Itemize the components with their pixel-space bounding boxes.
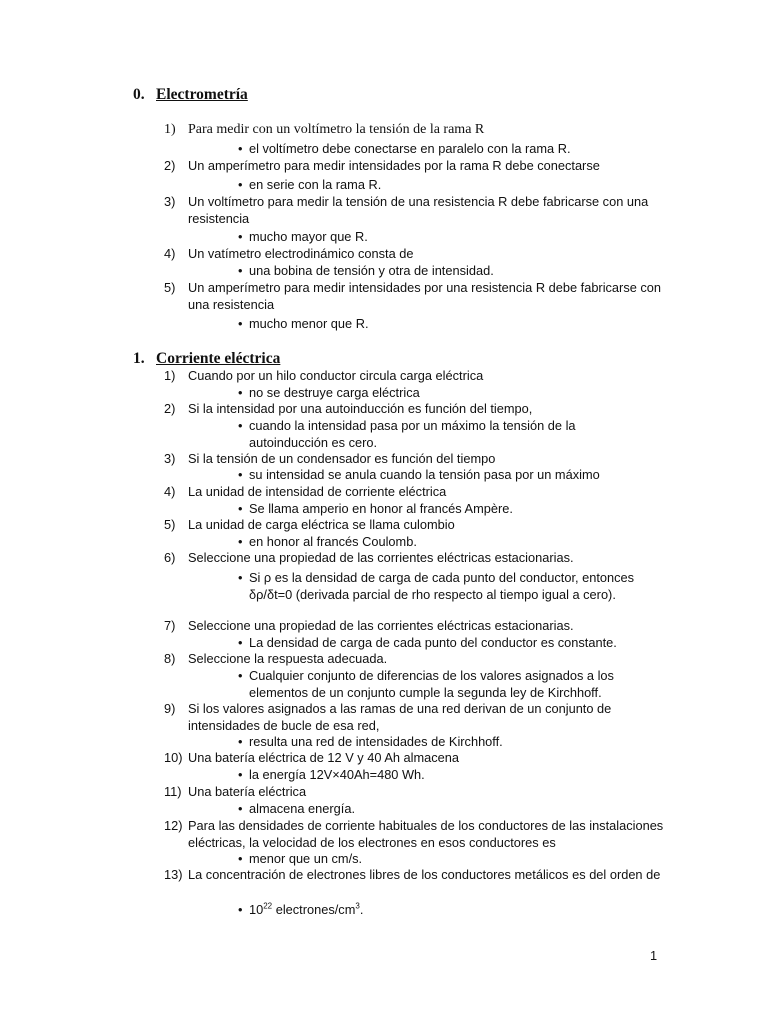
question-number: 9) (164, 701, 176, 716)
question-item (164, 122, 664, 139)
answer-item (238, 418, 593, 451)
question-text: Si la tensión de un condensador es función del tiempo (188, 451, 496, 466)
bullet: • (238, 385, 243, 400)
question-number: 5) (164, 517, 176, 532)
question-text: Un voltímetro para medir la tensión de una resistencia R debe fabricarse con una resistencia (188, 194, 649, 226)
question-item (164, 401, 664, 418)
question-number: 11) (164, 784, 182, 799)
section-heading-electrometria (133, 86, 248, 104)
answer-unit-exponent: 3 (355, 901, 360, 911)
question-item (164, 818, 664, 851)
question-number: 3) (164, 451, 176, 466)
answer-text: Se llama amperio en honor al francés Ampère. (249, 501, 513, 516)
question-number: 13) (164, 867, 183, 882)
question-text: Para medir con un voltímetro la tensión de la rama R (188, 122, 485, 137)
answer-end: . (359, 902, 364, 917)
question-text: Seleccione la respuesta adecuada. (188, 651, 388, 666)
answer-item (238, 801, 658, 818)
answer-text: Si ρ es la densidad de carga de cada punto del conductor, entonces δρ/δt=0 (derivada parcial de rho respecto al tiempo igual a cero). (249, 570, 635, 602)
bullet: • (238, 229, 243, 244)
question-item (164, 517, 664, 534)
question-text: La unidad de carga eléctrica se llama culombio (188, 517, 455, 532)
question-item (164, 651, 664, 668)
answer-unit: electrones/cm (272, 902, 356, 917)
question-item (164, 246, 664, 263)
bullet: • (238, 534, 243, 549)
question-number: 12) (164, 818, 183, 833)
question-number: 4) (164, 246, 176, 261)
question-item (164, 368, 664, 385)
question-item (164, 867, 664, 884)
question-text: Un amperímetro para medir intensidades por una resistencia R debe fabricarse con una resistencia (188, 280, 662, 312)
bullet: • (238, 177, 243, 192)
bullet: • (238, 501, 243, 516)
question-item (164, 484, 664, 501)
answer-item (238, 668, 623, 701)
bullet: • (238, 141, 243, 156)
question-item (164, 280, 664, 313)
question-item (164, 618, 664, 635)
question-item (164, 750, 664, 767)
question-item (164, 784, 664, 801)
question-text: La concentración de electrones libres de los conductores metálicos es del orden de (188, 867, 661, 882)
answer-item (238, 635, 658, 652)
question-number: 8) (164, 651, 176, 666)
bullet: • (238, 570, 243, 585)
answer-item (238, 851, 658, 868)
question-item (164, 158, 664, 175)
question-text: Seleccione una propiedad de las corrientes eléctricas estacionarias. (188, 550, 574, 565)
answer-item (238, 570, 648, 603)
question-text: La unidad de intensidad de corriente eléctrica (188, 484, 447, 499)
answer-text: mucho menor que R. (249, 316, 369, 331)
answer-text: la energía 12V×40Ah=480 Wh. (249, 767, 425, 782)
answer-item (238, 141, 658, 158)
answer-text: no se destruye carga eléctrica (249, 385, 420, 400)
answer-item (238, 501, 658, 518)
bullet: • (238, 635, 243, 650)
question-text: Una batería eléctrica de 12 V y 40 Ah almacena (188, 750, 460, 765)
question-number: 1) (164, 122, 176, 137)
answer-item (238, 229, 658, 246)
question-number: 10) (164, 750, 183, 765)
question-number: 2) (164, 158, 176, 173)
section-number: 1. (133, 350, 145, 367)
answer-text: mucho mayor que R. (249, 229, 368, 244)
answer-text: La densidad de carga de cada punto del conductor es constante. (249, 635, 617, 650)
question-number: 4) (164, 484, 176, 499)
answer-item (238, 385, 658, 402)
answer-item (238, 734, 658, 751)
bullet: • (238, 734, 243, 749)
bullet: • (238, 418, 243, 433)
answer-text: en serie con la rama R. (249, 177, 382, 192)
bullet: • (238, 467, 243, 482)
question-number: 2) (164, 401, 176, 416)
bullet: • (238, 902, 243, 917)
bullet: • (238, 263, 243, 278)
section-title: Corriente eléctrica (156, 350, 281, 367)
answer-item (238, 177, 658, 194)
question-text: Si la intensidad por una autoinducción es función del tiempo, (188, 401, 533, 416)
answer-item (238, 534, 658, 551)
question-number: 6) (164, 550, 176, 565)
bullet: • (238, 316, 243, 331)
answer-text: una bobina de tensión y otra de intensidad. (249, 263, 494, 278)
question-number: 5) (164, 280, 176, 295)
question-text: Seleccione una propiedad de las corrientes eléctricas estacionarias. (188, 618, 574, 633)
answer-item (238, 316, 658, 333)
answer-exponent: 22 (263, 901, 273, 911)
answer-text: Cualquier conjunto de diferencias de los valores asignados a los elementos de un conjunto cumple la segunda ley de Kirchhoff. (249, 668, 614, 700)
answer-text: menor que un cm/s. (249, 851, 363, 866)
answer-item (238, 902, 658, 919)
question-text: Un amperímetro para medir intensidades por la rama R debe conectarse (188, 158, 600, 173)
section-heading-corriente-electrica (133, 350, 280, 368)
answer-text: resulta una red de intensidades de Kirchhoff. (249, 734, 503, 749)
question-text: Para las densidades de corriente habituales de los conductores de las instalaciones eléctricas, la velocidad de los electrones en esos conductores es (188, 818, 664, 850)
answer-text: en honor al francés Coulomb. (249, 534, 417, 549)
section-title: Electrometría (156, 86, 248, 103)
question-text: Si los valores asignados a las ramas de una red derivan de un conjunto de intensidades de bucle de esa red, (188, 701, 612, 733)
bullet: • (238, 767, 243, 782)
question-item (164, 550, 664, 567)
question-number: 3) (164, 194, 176, 209)
question-item (164, 451, 664, 468)
answer-text: cuando la intensidad pasa por un máximo la tensión de la autoinducción es cero. (249, 418, 576, 450)
question-item (164, 194, 664, 227)
answer-item (238, 263, 658, 280)
question-item (164, 701, 664, 734)
answer-text (249, 902, 658, 919)
section-number: 0. (133, 86, 145, 103)
question-text: Cuando por un hilo conductor circula carga eléctrica (188, 368, 484, 383)
question-number: 1) (164, 368, 176, 383)
answer-item (238, 767, 658, 784)
question-text: Un vatímetro electrodinámico consta de (188, 246, 414, 261)
bullet: • (238, 801, 243, 816)
answer-text: el voltímetro debe conectarse en paralelo con la rama R. (249, 141, 571, 156)
question-text: Una batería eléctrica (188, 784, 307, 799)
answer-base: 10 (249, 902, 264, 917)
answer-text: almacena energía. (249, 801, 355, 816)
question-number: 7) (164, 618, 176, 633)
bullet: • (238, 668, 243, 683)
answer-item (238, 467, 658, 484)
page-number: 1 (650, 948, 658, 963)
bullet: • (238, 851, 243, 866)
answer-text: su intensidad se anula cuando la tensión pasa por un máximo (249, 467, 600, 482)
